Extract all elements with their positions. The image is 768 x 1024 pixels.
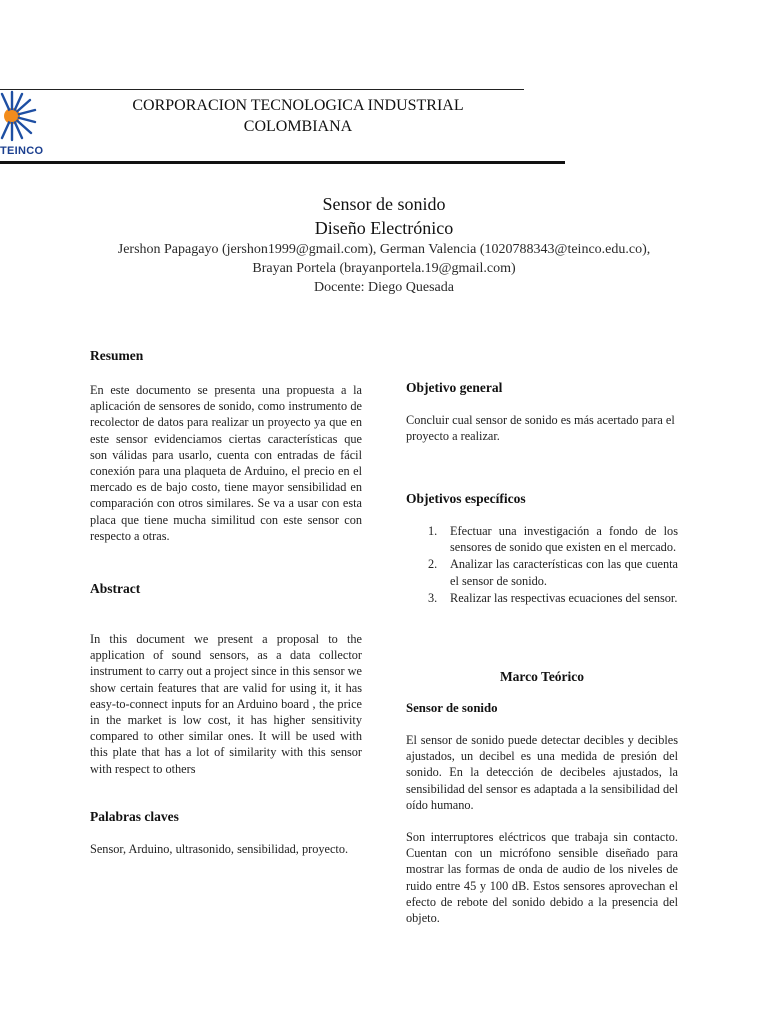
resumen-heading: Resumen bbox=[90, 348, 144, 363]
teacher-line: Docente: Diego Quesada bbox=[314, 280, 454, 295]
teinco-logo bbox=[0, 90, 44, 162]
objetivo-general-heading: Objetivo general bbox=[406, 380, 503, 395]
organization-line-1: CORPORACION TECNOLOGICA INDUSTRIAL bbox=[132, 97, 464, 114]
paper-title: Sensor de sonido bbox=[322, 194, 446, 214]
logo-text: TEINCO bbox=[0, 145, 44, 157]
keywords-heading: Palabras claves bbox=[90, 809, 179, 824]
authors-line-2: Brayan Portela (brayanportela.19@gmail.com) bbox=[252, 261, 516, 276]
list-item: 1. Efectuar una investigación a fondo de los sensores de sonido que existen en el mercado. bbox=[428, 524, 678, 555]
header-bottom-rule bbox=[0, 161, 565, 164]
abstract-text: In this document we present a proposal to the application of sound sensors, as a data collector instrument to carry out a project since in this sensor we show certain features that are valid for using it, it has easy-to-connect inputs for an Arduino board , the price in the market is low cost, it has higher sensitivity compared to other similar ones. It will be used with this plate that has a lot of similarity with this sensor with respect to others bbox=[90, 632, 362, 776]
resumen-text: En este documento se presenta una propuesta a la aplicación de sensores de sonido, como instrumento de recolector de datos para realizar un proyecto ya que en este sensor evidenciamos ciertas características que son válidas para usarlo, cuenta con entradas de fácil conexión para una plaqueta de Arduino, el precio en el mercado es de bajo costo, tiene mayor sensibilidad en comparación con otros similares. Se va a usar con esta placa que tiene mucha similitud con este sensor con respecto a otras. bbox=[90, 383, 362, 543]
authors-line-1: Jershon Papagayo (jershon1999@gmail.com), German Valencia (1020788343@teinco.edu.co), bbox=[117, 242, 651, 257]
organization-line-2: COLOMBIANA bbox=[243, 118, 353, 135]
sunburst-logo-icon bbox=[0, 90, 38, 148]
list-item: 3. Realizar las respectivas ecuaciones del sensor. bbox=[428, 590, 678, 605]
sensor-paragraph-1: El sensor de sonido puede detectar decibles y decibles ajustados, un decibel es una medida de presión del sonido. En la detección de decibeles ajustados, la sensibilidad del sensor es adaptada a la sensibilidad del oído humano. bbox=[406, 733, 678, 812]
keywords-text: Sensor, Arduino, ultrasonido, sensibilidad, proyecto. bbox=[90, 842, 349, 856]
marco-teorico-heading: Marco Teórico bbox=[499, 669, 585, 684]
header-top-rule bbox=[0, 89, 524, 90]
paper-subtitle: Diseño Electrónico bbox=[314, 218, 454, 238]
abstract-heading: Abstract bbox=[90, 581, 141, 596]
authors-block bbox=[0, 240, 768, 297]
sensor-paragraph-2: Son interruptores eléctricos que trabaja sin contacto. Cuentan con un micrófono sensible diseñado para mostrar las formas de onda de audio de los niveles de ruido entre 45 y 100 dB. Estos sensores aprovechan el efecto de rebote del sonido debido a la presencia del objeto. bbox=[406, 830, 678, 926]
objetivo-general-text: Concluir cual sensor de sonido es más acertado para el proyecto a realizar. bbox=[406, 413, 675, 444]
sensor-de-sonido-heading: Sensor de sonido bbox=[406, 701, 498, 715]
organization-name bbox=[98, 95, 498, 137]
objetivos-especificos-list bbox=[406, 523, 678, 607]
objetivos-especificos-heading: Objetivos específicos bbox=[406, 491, 526, 506]
list-item: 2. Analizar las características con las que cuenta el sensor de sonido. bbox=[428, 557, 678, 588]
